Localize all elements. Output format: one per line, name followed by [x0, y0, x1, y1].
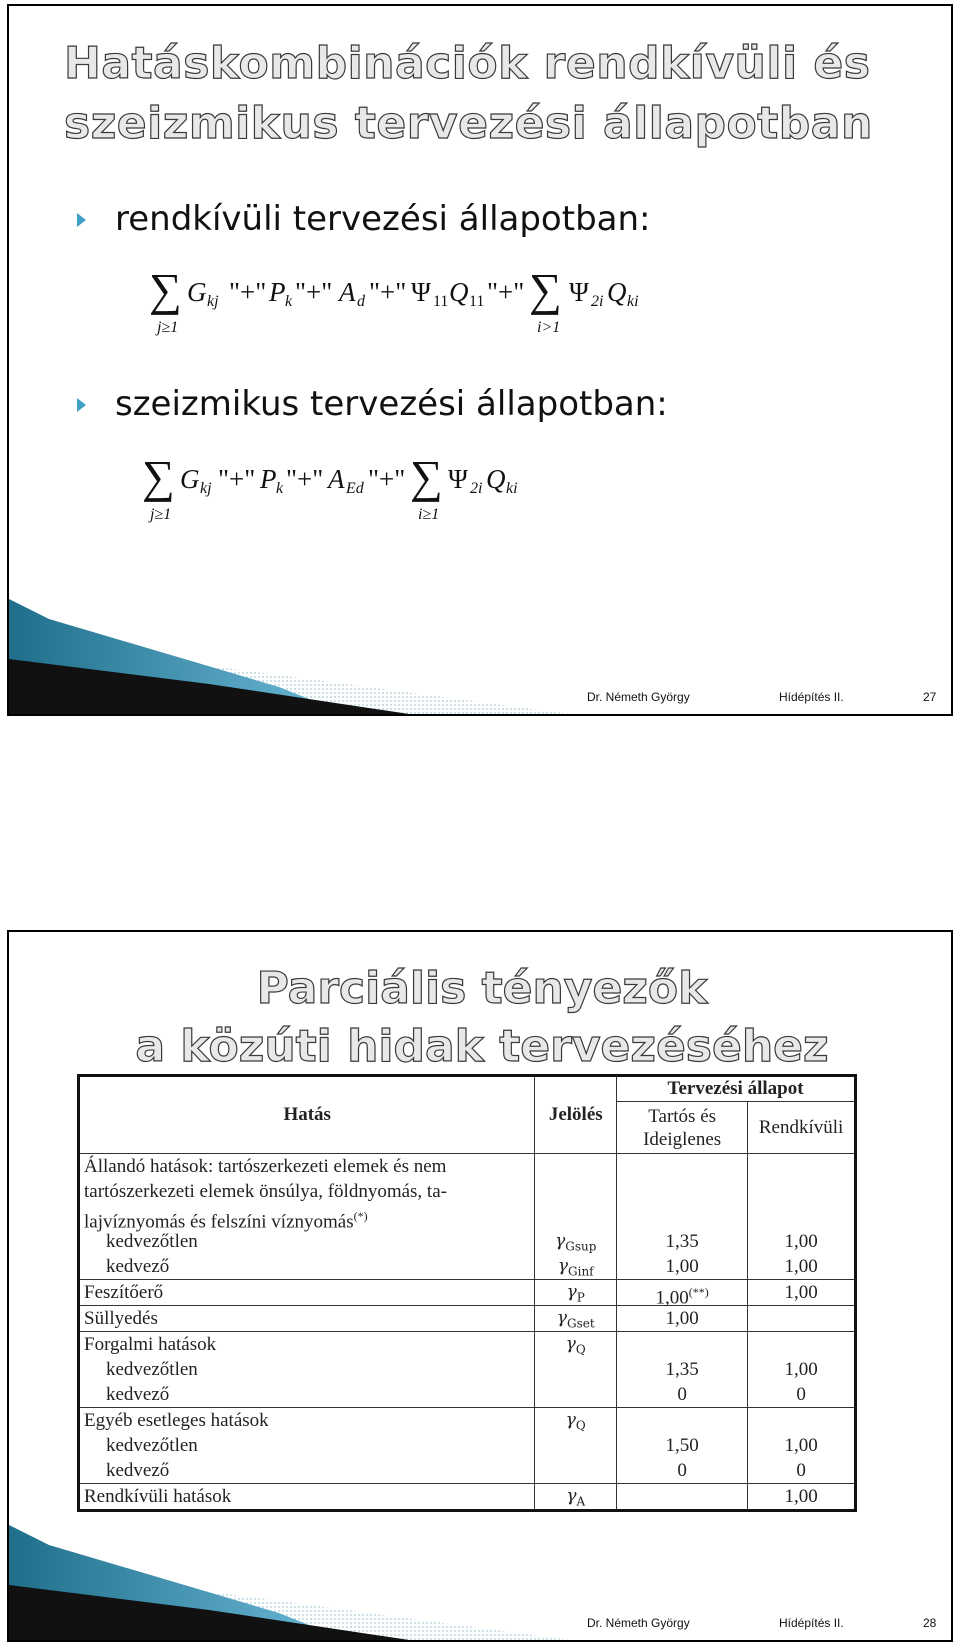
row-label [79, 1408, 535, 1484]
symbol-psi: Ψ [411, 277, 431, 307]
table-row [79, 1154, 856, 1280]
symbol-g: G [187, 277, 207, 307]
symbol-cell [535, 1154, 617, 1280]
symbol-q: Q [607, 277, 627, 307]
symbol-cell [535, 1332, 617, 1408]
value-cell [748, 1154, 856, 1280]
slide-title: Hatáskombinációk rendkívüli és szeizmikus tervezési állapotban [64, 38, 873, 149]
value: 1,50 [665, 1435, 699, 1456]
subscript: 11 [469, 293, 485, 310]
label-line [84, 1204, 530, 1233]
header-tartos [617, 1102, 748, 1154]
value: 0 [796, 1460, 806, 1481]
row-label [79, 1306, 535, 1332]
title-line: a közúti hidak tervezéséhez [135, 1021, 829, 1072]
symbol-psi: Ψ [569, 277, 589, 307]
slide-title [9, 960, 953, 1076]
subscript: kj [200, 480, 212, 497]
row-label [79, 1332, 535, 1408]
label-line: kedvező [106, 1384, 170, 1405]
value-cell [748, 1484, 856, 1511]
title-line: Parciális tényezők [256, 963, 708, 1014]
table-row [79, 1484, 856, 1511]
symbol-cell [535, 1280, 617, 1306]
subscript: 2i [470, 480, 483, 497]
symbol: $\gamma_{Gset}$ [556, 1308, 595, 1331]
value: 1,00 [784, 1359, 818, 1380]
table-row [79, 1280, 856, 1306]
value-cell [617, 1306, 748, 1332]
subscript: kj [207, 293, 219, 310]
value: 1,00 [784, 1282, 818, 1303]
header-hatas: Hatás [79, 1076, 535, 1154]
sum-symbol: ∑ [149, 264, 182, 315]
subscript: ki [506, 480, 518, 497]
symbol-cell [535, 1306, 617, 1332]
slide-28 [7, 930, 953, 1642]
label-line: Süllyedés [84, 1308, 158, 1329]
sum-lower-limit: i≥1 [418, 506, 440, 523]
value [752, 1306, 850, 1331]
table-row [79, 1408, 856, 1484]
value-cell [617, 1408, 748, 1484]
symbol-cell [535, 1484, 617, 1511]
bullet-text: rendkívüli tervezési állapotban: [115, 199, 651, 239]
bullet-arrow-icon [77, 398, 86, 412]
plus-operator: "+" [286, 464, 324, 494]
symbol: $\gamma_Q$ [565, 1410, 586, 1433]
sum-symbol: ∑ [529, 264, 562, 315]
sum-lower-limit: j≥1 [150, 506, 172, 523]
sum-lower-limit: j≥1 [157, 319, 179, 336]
footnote-mark: (*) [353, 1209, 368, 1223]
label-line: Feszítőerő [84, 1282, 164, 1303]
symbol-psi: Ψ [448, 464, 468, 494]
header-line: Ideiglenes [643, 1128, 722, 1150]
header-line: Tartós és [648, 1105, 717, 1127]
value: 0 [796, 1384, 806, 1405]
header-jeloles: Jelölés [535, 1076, 617, 1154]
value: 1,00 [784, 1486, 818, 1507]
label-line: kedvezőtlen [106, 1435, 198, 1456]
row-label [79, 1280, 535, 1306]
label-line: Rendkívüli hatások [84, 1486, 232, 1507]
header-rendkivuli: Rendkívüli [748, 1102, 856, 1154]
footer-author: Dr. Németh György [587, 1616, 690, 1630]
symbol: $\gamma_Q$ [565, 1334, 586, 1357]
value-cell [748, 1306, 856, 1332]
symbol: $\gamma_{Ginf}$ [557, 1256, 594, 1279]
table-row [79, 1306, 856, 1332]
footer-author: Dr. Németh György [587, 690, 690, 704]
value: 1,00 [784, 1231, 818, 1252]
value-cell [748, 1332, 856, 1408]
value: 0 [677, 1460, 687, 1481]
value-cell [617, 1154, 748, 1280]
row-label [79, 1484, 535, 1511]
partial-factors-table [77, 1074, 857, 1512]
slide-decoration [9, 599, 569, 714]
footer-course: Hídépítés II. [779, 1616, 844, 1630]
symbol-cell [535, 1408, 617, 1484]
slide-decoration [9, 1525, 569, 1640]
footer-page-number: 27 [923, 690, 937, 704]
label-line: Egyéb esetleges hatások [84, 1410, 269, 1431]
symbol: $\gamma_P$ [566, 1282, 585, 1305]
label-line: kedvező [106, 1460, 170, 1481]
symbol: $\gamma_A$ [566, 1486, 586, 1509]
subscript: ki [627, 293, 639, 310]
label-line: Forgalmi hatások [84, 1334, 217, 1355]
value: 1,00 [784, 1256, 818, 1277]
label-line: tartószerkezeti elemek önsúlya, földnyomás, ta- [84, 1181, 447, 1202]
value: 1,00 [665, 1308, 699, 1329]
plus-operator: "+" [295, 277, 333, 307]
subscript: 2i [591, 293, 604, 310]
value: 0 [677, 1384, 687, 1405]
value-cell [748, 1408, 856, 1484]
symbol-g: G [180, 464, 200, 494]
symbol-q: Q [449, 277, 469, 307]
plus-operator: "+" [218, 464, 256, 494]
footnote-mark: (**) [688, 1285, 709, 1299]
bullet-arrow-icon [77, 213, 86, 227]
plus-operator: "+" [369, 277, 407, 307]
value: 1,00 [665, 1256, 699, 1277]
subscript: d [357, 293, 365, 310]
value: 1,35 [665, 1359, 699, 1380]
value-cell [617, 1332, 748, 1408]
symbol-p: P [269, 277, 286, 307]
subscript: 11 [433, 293, 449, 310]
slide-27 [7, 4, 953, 716]
symbol-p: P [260, 464, 277, 494]
subscript: Ed [346, 480, 364, 497]
value-cell [617, 1484, 748, 1511]
sum-symbol: ∑ [142, 451, 175, 502]
value: 1,35 [665, 1231, 699, 1252]
row-label [79, 1154, 535, 1280]
value-cell [748, 1280, 856, 1306]
value [621, 1484, 743, 1509]
sum-lower-limit: i>1 [537, 319, 561, 336]
symbol: $\gamma_{Gsup}$ [555, 1231, 597, 1254]
footer-course: Hídépítés II. [779, 690, 844, 704]
formula-szeizmikus [142, 451, 642, 538]
plus-operator: "+" [487, 277, 525, 307]
plus-operator: "+" [229, 277, 267, 307]
label-line: Állandó hatások: tartószerkezeti elemek és nem [84, 1156, 447, 1177]
bullet-text: szeizmikus tervezési állapotban: [115, 384, 668, 424]
value: 1,00 [784, 1435, 818, 1456]
symbol-a: A [328, 464, 345, 494]
table-row [79, 1332, 856, 1408]
subscript: k [276, 480, 284, 497]
value: 1,00(**) [655, 1285, 709, 1309]
value-cell [617, 1280, 748, 1309]
label-text: lajvíznyomás és felszíni víznyomás [84, 1211, 354, 1233]
label-line: kedvezőtlen [106, 1359, 198, 1380]
plus-operator: "+" [368, 464, 406, 494]
label-line: kedvező [106, 1256, 170, 1277]
footer-page-number: 28 [923, 1616, 937, 1630]
formula-rendkivuli [149, 264, 749, 351]
symbol-q: Q [486, 464, 506, 494]
header-tervezesi-allapot: Tervezési állapot [617, 1076, 856, 1102]
symbol-a: A [339, 277, 356, 307]
label-line: kedvezőtlen [106, 1231, 198, 1252]
subscript: k [285, 293, 293, 310]
sum-symbol: ∑ [410, 451, 443, 502]
